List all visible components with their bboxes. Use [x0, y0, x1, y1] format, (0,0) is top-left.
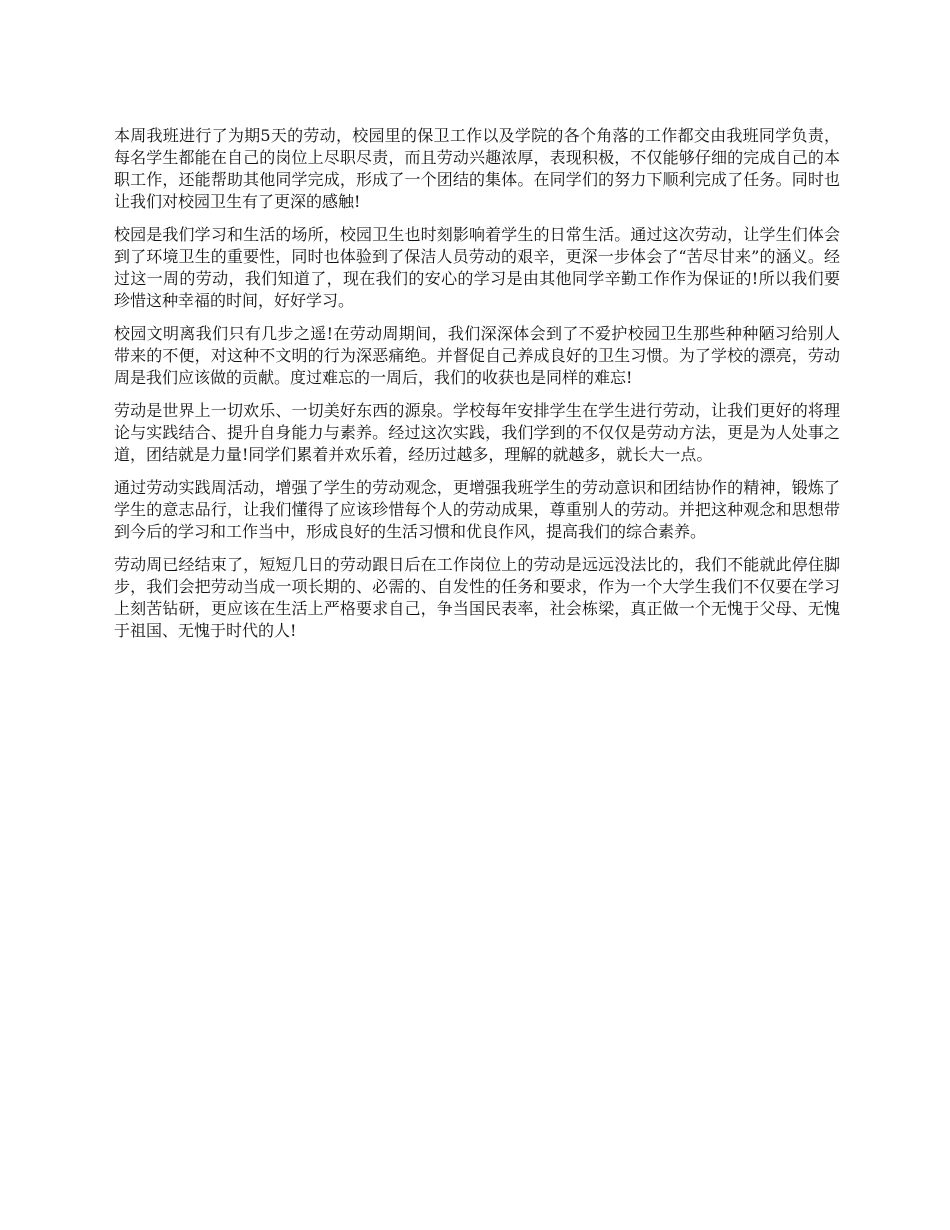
- paragraph-5: 通过劳动实践周活动，增强了学生的劳动观念，更增强我班学生的劳动意识和团结协作的精神，锻炼了学生的意志品行，让我们懂得了应该珍惜每个人的劳动成果，尊重别人的劳动。并把这种观念和思想带到今后的学习和工作当中，形成良好的生活习惯和优良作风，提高我们的综合素养。: [114, 478, 840, 541]
- paragraph-1: 本周我班进行了为期5天的劳动，校园里的保卫工作以及学院的各个角落的工作都交由我班同学负责，每名学生都能在自己的岗位上尽职尽责，而且劳动兴趣浓厚，表现积极，不仅能够仔细的完成自己的本职工作，还能帮助其他同学完成，形成了一个团结的集体。在同学们的努力下顺利完成了任务。同时也让我们对校园卫生有了更深的感触!: [114, 126, 840, 211]
- paragraph-3: 校园文明离我们只有几步之遥!在劳动周期间，我们深深体会到了不爱护校园卫生那些种种陋习给别人带来的不便，对这种不文明的行为深恶痛绝。并督促自己养成良好的卫生习惯。为了学校的漂亮，劳动周是我们应该做的贡献。度过难忘的一周后，我们的收获也是同样的难忘!: [114, 324, 840, 387]
- paragraph-6: 劳动周已经结束了，短短几日的劳动跟日后在工作岗位上的劳动是远远没法比的，我们不能就此停住脚步，我们会把劳动当成一项长期的、必需的、自发性的任务和要求，作为一个大学生我们不仅要在学习上刻苦钻研，更应该在生活上严格要求自己，争当国民表率，社会栋梁，真正做一个无愧于父母、无愧于祖国、无愧于时代的人!: [114, 555, 840, 640]
- paragraph-4: 劳动是世界上一切欢乐、一切美好东西的源泉。学校每年安排学生在学生进行劳动，让我们更好的将理论与实践结合、提升自身能力与素养。经过这次实践，我们学到的不仅仅是劳动方法，更是为人处事之道，团结就是力量!同学们累着并欢乐着，经历过越多，理解的就越多，就长大一点。: [114, 401, 840, 464]
- document-page: [114, 125, 840, 653]
- paragraph-2: 校园是我们学习和生活的场所，校园卫生也时刻影响着学生的日常生活。通过这次劳动，让学生们体会到了环境卫生的重要性，同时也体验到了保洁人员劳动的艰辛，更深一步体会了“苦尽甘来”的涵义。经过这一周的劳动，我们知道了，现在我们的安心的学习是由其他同学辛勤工作作为保证的!所以我们要珍惜这种幸福的时间，好好学习。: [114, 225, 840, 310]
